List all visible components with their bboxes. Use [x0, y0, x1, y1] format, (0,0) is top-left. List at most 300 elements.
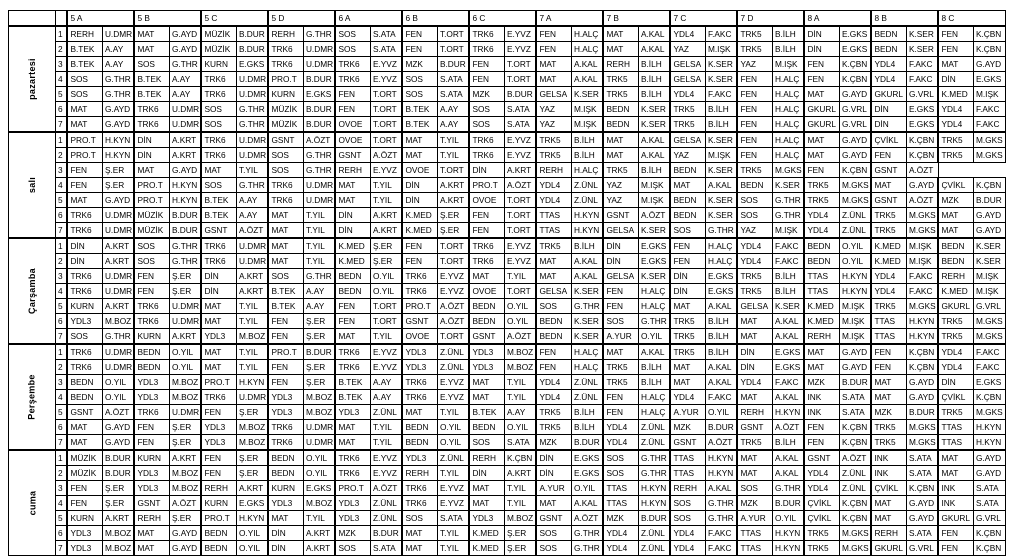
subject-cell: TRK5	[737, 269, 772, 284]
subject-cell: YDL3	[67, 526, 102, 541]
period-number: 7	[55, 435, 67, 451]
teacher-cell: K.SER	[906, 26, 938, 42]
teacher-cell: G.VRL	[906, 541, 938, 556]
subject-cell: DİN	[871, 117, 906, 133]
subject-cell: YDL3	[335, 496, 370, 511]
teacher-cell: A.AY	[303, 284, 335, 299]
subject-cell: TRK6	[335, 57, 370, 72]
teacher-cell: Ş.ER	[504, 541, 536, 556]
period-row	[9, 375, 1006, 390]
subject-cell: RERH	[67, 26, 102, 42]
teacher-cell: H.ALÇ	[772, 117, 804, 133]
teacher-cell: E.YVZ	[370, 57, 402, 72]
teacher-cell: M.IŞK	[839, 314, 871, 329]
subject-cell: TRK6	[268, 420, 303, 435]
teacher-cell: M.BOZ	[236, 435, 268, 451]
period-number: 4	[55, 390, 67, 405]
subject-cell: FEN	[737, 148, 772, 163]
teacher-cell: U.DMR	[169, 299, 201, 314]
subject-cell: TRK6	[268, 178, 303, 193]
teacher-cell: U.DMR	[236, 132, 268, 148]
subject-cell: BEDN	[268, 450, 303, 466]
subject-cell: B.TEK	[134, 87, 169, 102]
subject-cell: FEN	[737, 132, 772, 148]
teacher-cell: H.KYN	[772, 526, 804, 541]
period-number: 3	[55, 375, 67, 390]
teacher-cell: M.BOZ	[102, 314, 134, 329]
teacher-cell: A.AY	[236, 208, 268, 223]
subject-cell: TRK6	[268, 435, 303, 451]
day-label-cell	[9, 238, 56, 344]
subject-cell: SOS	[402, 511, 437, 526]
teacher-cell: Z.ÜNL	[571, 375, 603, 390]
subject-cell: TRK6	[335, 450, 370, 466]
subject-cell: GKURL	[938, 299, 973, 314]
teacher-cell: H.KYN	[839, 269, 871, 284]
day-label-cell	[9, 26, 56, 132]
subject-cell: MAT	[268, 254, 303, 269]
subject-cell: YDL3	[201, 329, 236, 345]
subject-cell: FEN	[268, 375, 303, 390]
teacher-cell: H.KYN	[102, 132, 134, 148]
subject-cell: MAT	[67, 435, 102, 451]
subject-cell: TTAS	[603, 481, 638, 496]
subject-cell: A.YUR	[536, 481, 571, 496]
teacher-cell: H.ALÇ	[638, 405, 670, 420]
teacher-cell: Ş.ER	[236, 466, 268, 481]
teacher-cell: T.ORT	[504, 223, 536, 239]
subject-cell: PRO.T	[201, 511, 236, 526]
subject-cell: YDL4	[871, 269, 906, 284]
teacher-cell: A.KAL	[705, 299, 737, 314]
subject-cell: K.MED	[938, 284, 973, 299]
subject-cell: YDL3	[201, 420, 236, 435]
teacher-cell: T.ORT	[437, 329, 469, 345]
subject-cell: MAT	[804, 87, 839, 102]
subject-cell: BEDN	[67, 375, 102, 390]
subject-cell: TTAS	[670, 450, 705, 466]
subject-cell: TTAS	[804, 269, 839, 284]
subject-cell: GSNT	[134, 496, 169, 511]
teacher-cell: B.İLH	[772, 284, 804, 299]
teacher-cell: Z.ÜNL	[638, 541, 670, 556]
teacher-cell: K.SER	[705, 163, 737, 178]
teacher-cell: Ş.ER	[303, 375, 335, 390]
teacher-cell: M.BOZ	[169, 375, 201, 390]
teacher-cell: M.IŞK	[839, 329, 871, 345]
subject-cell: PRO.T	[268, 72, 303, 87]
subject-cell: K.MED	[402, 223, 437, 239]
subject-cell: BEDN	[268, 466, 303, 481]
teacher-cell: H.KYN	[973, 435, 1005, 451]
teacher-cell: G.VRL	[839, 102, 871, 117]
subject-cell: RERH	[469, 450, 504, 466]
subject-cell: TRK5	[871, 208, 906, 223]
teacher-cell: T.YIL	[303, 208, 335, 223]
teacher-cell: F.AKC	[906, 57, 938, 72]
teacher-cell: H.KYN	[705, 450, 737, 466]
day-label-cell	[9, 344, 56, 450]
subject-cell: PRO.T	[469, 178, 504, 193]
period-number: 2	[55, 466, 67, 481]
subject-cell: GKURL	[804, 102, 839, 117]
subject-cell: K.MED	[804, 314, 839, 329]
subject-cell: FEN	[335, 299, 370, 314]
teacher-cell: K.SER	[973, 238, 1005, 254]
teacher-cell: H.ALÇ	[571, 344, 603, 360]
teacher-cell: T.ORT	[437, 238, 469, 254]
subject-cell: B.TEK	[67, 57, 102, 72]
subject-cell: MAT	[938, 57, 973, 72]
subject-cell: DİN	[67, 254, 102, 269]
subject-cell: YDL4	[871, 284, 906, 299]
teacher-cell: K.ÇBN	[839, 496, 871, 511]
subject-cell: TRK6	[335, 360, 370, 375]
teacher-cell: M.IŞK	[571, 117, 603, 133]
period-number: 6	[55, 314, 67, 329]
teacher-cell: K.ÇBN	[973, 26, 1005, 42]
subject-cell: MAT	[67, 420, 102, 435]
teacher-cell: B.İLH	[571, 132, 603, 148]
subject-cell: INK	[938, 481, 973, 496]
subject-cell: FEN	[737, 87, 772, 102]
subject-cell: FEN	[134, 420, 169, 435]
teacher-cell: A.ÖZT	[437, 314, 469, 329]
teacher-cell: K.ÇBN	[973, 178, 1005, 193]
subject-cell: TRK6	[335, 344, 370, 360]
subject-cell: BEDN	[335, 284, 370, 299]
subject-cell: MAT	[804, 148, 839, 163]
period-row	[9, 57, 1006, 72]
subject-cell: TRK5	[871, 420, 906, 435]
subject-cell: MAT	[804, 360, 839, 375]
subject-cell: YAZ	[536, 102, 571, 117]
subject-cell: SOS	[536, 541, 571, 556]
subject-cell: TRK5	[737, 42, 772, 57]
teacher-cell: K.SER	[638, 223, 670, 239]
teacher-cell: G.THR	[236, 102, 268, 117]
subject-cell: YDL3	[67, 314, 102, 329]
subject-cell: MAT	[335, 329, 370, 345]
corner-cell	[9, 11, 56, 27]
subject-cell: MAT	[871, 375, 906, 390]
subject-cell: MAT	[536, 254, 571, 269]
subject-cell: PRO.T	[201, 375, 236, 390]
teacher-cell: A.AY	[370, 375, 402, 390]
teacher-cell: H.ALÇ	[571, 360, 603, 375]
teacher-cell: T.YIL	[504, 390, 536, 405]
teacher-cell: Ş.ER	[169, 269, 201, 284]
subject-cell: YDL4	[670, 526, 705, 541]
period-row	[9, 163, 1006, 178]
teacher-cell: A.AY	[102, 42, 134, 57]
subject-cell: YDL4	[670, 390, 705, 405]
teacher-cell: U.DMR	[303, 178, 335, 193]
period-row	[9, 269, 1006, 284]
teacher-cell: A.KAL	[638, 132, 670, 148]
teacher-cell: E.GKS	[236, 496, 268, 511]
subject-cell: MZK	[603, 511, 638, 526]
teacher-cell: Z.ÜNL	[638, 420, 670, 435]
subject-cell: TRK6	[469, 254, 504, 269]
teacher-cell: A.ÖZT	[370, 148, 402, 163]
subject-cell: FEN	[134, 435, 169, 451]
teacher-cell: K.SER	[571, 314, 603, 329]
subject-cell: MAT	[670, 375, 705, 390]
teacher-cell: M.GKS	[973, 314, 1005, 329]
subject-cell: DİN	[134, 132, 169, 148]
subject-cell: TRK5	[871, 299, 906, 314]
teacher-cell: A.ÖZT	[772, 420, 804, 435]
teacher-cell: E.YVZ	[437, 496, 469, 511]
teacher-cell: O.YIL	[571, 481, 603, 496]
subject-cell: BEDN	[201, 526, 236, 541]
teacher-cell: G.THR	[303, 163, 335, 178]
period-number: 4	[55, 72, 67, 87]
subject-cell: RERH	[737, 405, 772, 420]
teacher-cell: B.DUR	[504, 87, 536, 102]
subject-cell: GELSA	[670, 57, 705, 72]
subject-cell: SOS	[737, 481, 772, 496]
subject-cell: B.TEK	[134, 72, 169, 87]
subject-cell: YAZ	[670, 42, 705, 57]
teacher-cell: K.SER	[571, 87, 603, 102]
teacher-cell: U.DMR	[236, 148, 268, 163]
subject-cell: DİN	[938, 72, 973, 87]
subject-cell: YDL4	[536, 193, 571, 208]
subject-cell: TRK6	[469, 42, 504, 57]
teacher-cell: K.ÇBN	[906, 148, 938, 163]
period-row	[9, 193, 1006, 208]
subject-cell: SOS	[469, 435, 504, 451]
timetable-sheet	[8, 10, 1006, 556]
period-row	[9, 360, 1006, 375]
teacher-cell: B.DUR	[236, 42, 268, 57]
subject-cell: GELSA	[536, 284, 571, 299]
teacher-cell: U.DMR	[236, 72, 268, 87]
teacher-cell: E.GKS	[973, 72, 1005, 87]
subject-cell: RERH	[871, 526, 906, 541]
subject-cell: PRO.T	[67, 132, 102, 148]
teacher-cell: G.THR	[169, 57, 201, 72]
subject-cell: TRK5	[938, 314, 973, 329]
teacher-cell: H.KYN	[169, 193, 201, 208]
subject-cell: FEN	[871, 148, 906, 163]
teacher-cell: T.YIL	[504, 496, 536, 511]
teacher-cell: H.ALÇ	[571, 42, 603, 57]
subject-cell: TRK6	[402, 284, 437, 299]
teacher-cell: K.SER	[638, 269, 670, 284]
teacher-cell: A.ÖZT	[437, 299, 469, 314]
teacher-cell: A.AY	[437, 102, 469, 117]
subject-cell: TRK6	[268, 42, 303, 57]
teacher-cell: Ş.ER	[437, 223, 469, 239]
subject-cell: INK	[871, 466, 906, 481]
teacher-cell: A.KRT	[504, 466, 536, 481]
subject-cell: FEN	[268, 329, 303, 345]
subject-cell: YDL3	[268, 390, 303, 405]
teacher-cell: U.DMR	[102, 26, 134, 42]
subject-cell: YDL4	[804, 466, 839, 481]
teacher-cell: M.GKS	[906, 299, 938, 314]
subject-cell: MAT	[737, 466, 772, 481]
subject-cell: YDL3	[335, 405, 370, 420]
subject-cell: MAT	[402, 405, 437, 420]
subject-cell: TRK6	[268, 57, 303, 72]
subject-cell: ÇVİKL	[938, 178, 973, 193]
subject-cell: MÜZİK	[268, 102, 303, 117]
period-number: 1	[55, 26, 67, 42]
subject-cell: FEN	[402, 254, 437, 269]
subject-cell: FEN	[402, 42, 437, 57]
subject-cell: TRK5	[737, 163, 772, 178]
period-number: 3	[55, 57, 67, 72]
subject-cell: BEDN	[402, 420, 437, 435]
subject-cell: TTAS	[536, 208, 571, 223]
period-number: 6	[55, 208, 67, 223]
subject-cell: YDL4	[804, 208, 839, 223]
subject-cell: DİN	[737, 344, 772, 360]
subject-cell: K.MED	[335, 238, 370, 254]
teacher-cell: G.AYD	[102, 117, 134, 133]
teacher-cell: Z.ÜNL	[839, 481, 871, 496]
teacher-cell: G.AYD	[839, 360, 871, 375]
subject-cell: FEN	[804, 57, 839, 72]
teacher-cell: S.ATA	[906, 526, 938, 541]
teacher-cell: G.THR	[772, 208, 804, 223]
subject-cell: GSNT	[737, 420, 772, 435]
teacher-cell: Z.ÜNL	[571, 178, 603, 193]
subject-cell: K.MED	[804, 299, 839, 314]
subject-cell: MAT	[268, 238, 303, 254]
teacher-cell: B.İLH	[705, 314, 737, 329]
teacher-cell: Ş.ER	[236, 405, 268, 420]
teacher-cell: M.IŞK	[973, 269, 1005, 284]
teacher-cell: S.ATA	[973, 481, 1005, 496]
teacher-cell: M.IŞK	[772, 223, 804, 239]
subject-cell: SOS	[134, 57, 169, 72]
period-row	[9, 435, 1006, 451]
subject-cell: TRK5	[670, 314, 705, 329]
subject-cell: DİN	[402, 178, 437, 193]
subject-cell: MZK	[536, 435, 571, 451]
subject-cell: FEN	[871, 344, 906, 360]
subject-cell: GSNT	[536, 511, 571, 526]
subject-cell: BEDN	[134, 344, 169, 360]
subject-cell: DİN	[67, 238, 102, 254]
subject-cell: FEN	[469, 223, 504, 239]
subject-cell: TRK6	[67, 269, 102, 284]
teacher-cell: A.ÖZT	[571, 511, 603, 526]
teacher-cell: T.ORT	[370, 117, 402, 133]
teacher-cell: K.SER	[638, 102, 670, 117]
teacher-cell: T.YIL	[370, 420, 402, 435]
subject-cell: TRK6	[134, 299, 169, 314]
subject-cell: BEDN	[670, 163, 705, 178]
subject-cell: DİN	[469, 466, 504, 481]
teacher-cell: G.THR	[303, 269, 335, 284]
subject-cell: SOS	[670, 496, 705, 511]
teacher-cell: M.GKS	[973, 132, 1005, 148]
subject-cell: SOS	[201, 178, 236, 193]
teacher-cell: G.AYD	[169, 541, 201, 556]
subject-cell: MAT	[469, 375, 504, 390]
teacher-cell: M.IŞK	[906, 238, 938, 254]
teacher-cell: U.DMR	[236, 390, 268, 405]
teacher-cell: O.YIL	[839, 254, 871, 269]
subject-cell: MAT	[804, 344, 839, 360]
subject-cell: B.TEK	[268, 299, 303, 314]
teacher-cell: E.YVZ	[504, 254, 536, 269]
period-number: 5	[55, 511, 67, 526]
subject-cell: B.TEK	[201, 193, 236, 208]
subject-cell: MAT	[335, 435, 370, 451]
teacher-cell: K.ÇBN	[839, 511, 871, 526]
subject-cell: TRK6	[67, 360, 102, 375]
subject-cell: BEDN	[804, 254, 839, 269]
teacher-cell: M.GKS	[839, 541, 871, 556]
subject-cell: SOS	[201, 102, 236, 117]
subject-cell: SOS	[603, 450, 638, 466]
subject-cell: DİN	[670, 269, 705, 284]
teacher-cell: K.SER	[772, 299, 804, 314]
teacher-cell: E.GKS	[303, 481, 335, 496]
subject-cell: SOS	[134, 238, 169, 254]
teacher-cell: M.IŞK	[973, 284, 1005, 299]
teacher-cell: A.KRT	[169, 329, 201, 345]
teacher-cell: A.KRT	[169, 132, 201, 148]
teacher-cell: E.GKS	[571, 450, 603, 466]
teacher-cell: A.KAL	[571, 254, 603, 269]
subject-cell: SOS	[469, 102, 504, 117]
subject-cell: FEN	[536, 42, 571, 57]
teacher-cell: H.KYN	[169, 178, 201, 193]
period-number: 2	[55, 148, 67, 163]
subject-cell: YDL3	[469, 344, 504, 360]
teacher-cell: U.DMR	[236, 87, 268, 102]
subject-cell: BEDN	[67, 390, 102, 405]
teacher-cell: A.KAL	[571, 269, 603, 284]
teacher-cell: Ş.ER	[169, 511, 201, 526]
period-row	[9, 344, 1006, 360]
subject-cell: TRK6	[67, 223, 102, 239]
subject-cell: TRK6	[335, 72, 370, 87]
subject-cell: FEN	[402, 26, 437, 42]
teacher-cell: E.YVZ	[370, 163, 402, 178]
teacher-cell: T.ORT	[370, 314, 402, 329]
teacher-cell: O.YIL	[504, 314, 536, 329]
teacher-cell: F.AKC	[772, 238, 804, 254]
subject-cell: BEDN	[603, 102, 638, 117]
subject-cell: MAT	[335, 193, 370, 208]
period-number: 7	[55, 329, 67, 345]
period-row	[9, 208, 1006, 223]
teacher-cell: G.AYD	[973, 223, 1005, 239]
teacher-cell: O.YIL	[437, 420, 469, 435]
period-number: 1	[55, 344, 67, 360]
subject-cell: YDL4	[804, 223, 839, 239]
teacher-cell: G.THR	[102, 87, 134, 102]
teacher-cell: A.ÖZT	[236, 223, 268, 239]
teacher-cell: T.ORT	[370, 102, 402, 117]
subject-cell: MZK	[670, 420, 705, 435]
subject-cell: MAT	[335, 420, 370, 435]
teacher-cell: K.SER	[705, 57, 737, 72]
class-header: 7 B	[603, 11, 670, 27]
subject-cell: MAT	[871, 511, 906, 526]
teacher-cell: O.YIL	[236, 526, 268, 541]
period-number: 4	[55, 284, 67, 299]
